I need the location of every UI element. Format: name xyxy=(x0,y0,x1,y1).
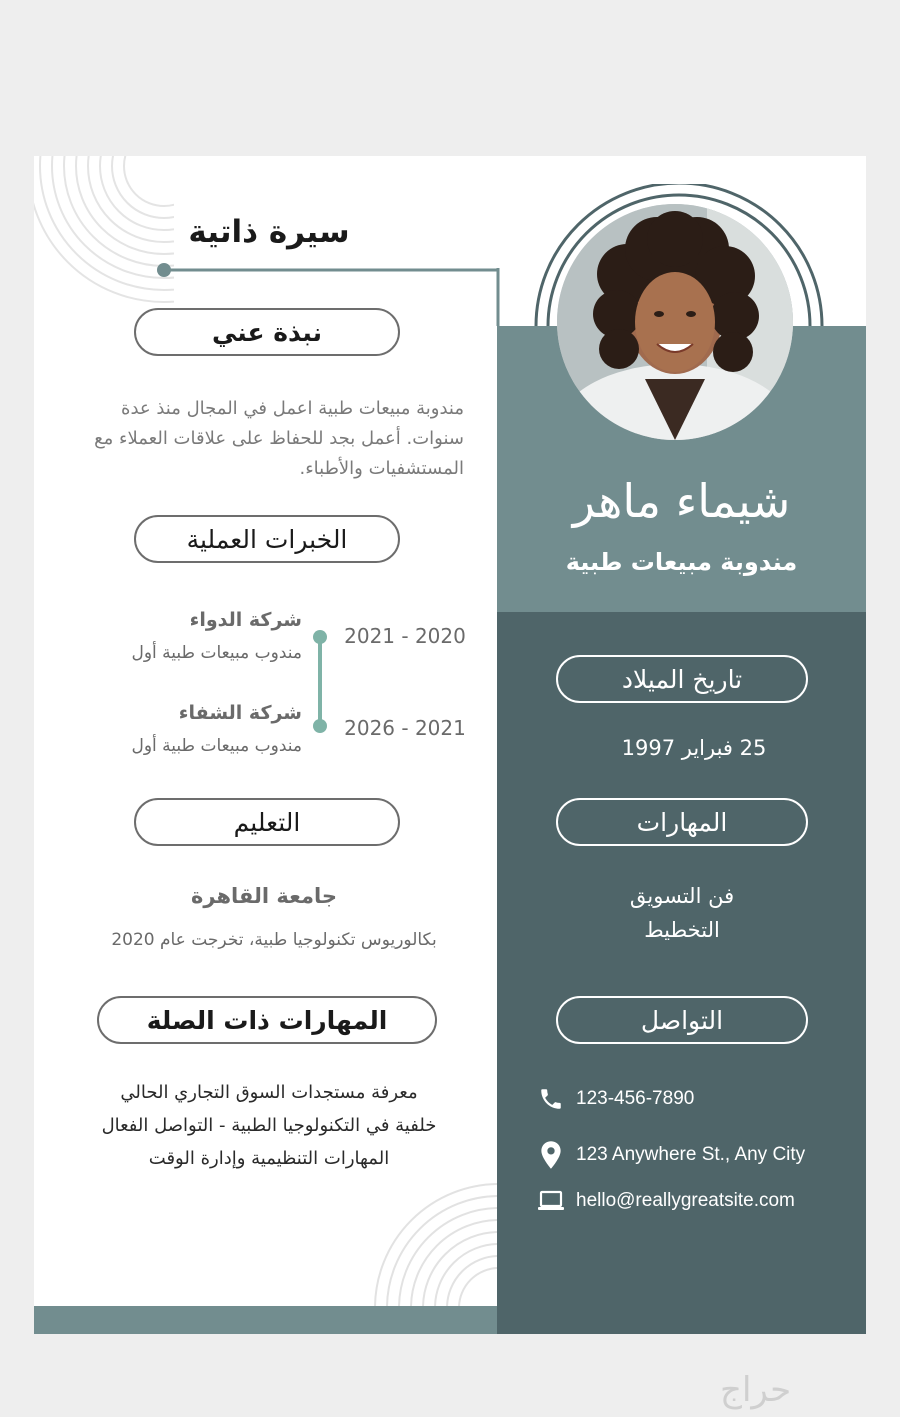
related-skill-item: المهارات التنظيمية وإدارة الوقت xyxy=(148,1148,390,1169)
resume-sheet xyxy=(34,156,866,1334)
timeline-dot xyxy=(313,630,327,644)
decorative-rings-bottom xyxy=(374,1180,497,1306)
contact-address-row xyxy=(534,1141,805,1169)
related-skill-item: خلفية في التكنولوجيا الطبية - التواصل الفعال xyxy=(101,1115,437,1136)
about-text: مندوبة مبيعات طبية اعمل في المجال منذ عدة سنوات. أعمل بجد للحفاظ على علاقات العملاء مع المستشفيات والأطباء. xyxy=(94,398,464,479)
experience-years: 2021 - 2020 xyxy=(344,624,466,648)
experience-years: 2026 - 2021 xyxy=(344,716,466,740)
experience-heading: الخبرات العملية xyxy=(134,515,400,563)
about-heading: نبذة عني xyxy=(134,308,400,356)
contact-address: 123 Anywhere St., Any City xyxy=(576,1144,806,1165)
related-skill-item: معرفة مستجدات السوق التجاري الحالي xyxy=(120,1082,418,1103)
contact-heading: التواصل xyxy=(556,996,808,1044)
contact-email-row xyxy=(534,1190,795,1212)
watermark-logo: حراج xyxy=(720,1370,792,1410)
birthdate-value: 25 فبراير 1997 xyxy=(621,736,767,760)
profile-name: شيماء ماهر xyxy=(572,474,791,528)
profile-photo xyxy=(557,204,793,440)
experience-company: شركة الدواء xyxy=(189,609,302,631)
phone-icon xyxy=(534,1086,568,1112)
experience-role: مندوب مبيعات طبية أول xyxy=(131,643,302,663)
page-title: سيرة ذاتية xyxy=(188,214,350,250)
contact-phone[interactable]: 123-456-7890 xyxy=(576,1088,695,1109)
education-degree: بكالوريوس تكنولوجيا طبية، تخرجت عام 2020 xyxy=(111,930,437,950)
birthdate-heading: تاريخ الميلاد xyxy=(556,655,808,703)
profile-role: مندوبة مبيعات طبية xyxy=(565,548,798,576)
location-pin-icon xyxy=(534,1141,568,1169)
experience-timeline xyxy=(318,636,322,728)
skill-item: التخطيط xyxy=(644,918,720,942)
contact-phone-row xyxy=(534,1086,694,1112)
education-school: جامعة القاهرة xyxy=(190,884,338,908)
experience-role: مندوب مبيعات طبية أول xyxy=(131,736,302,756)
timeline-dot xyxy=(313,719,327,733)
footer-bar xyxy=(34,1306,497,1334)
laptop-icon xyxy=(534,1190,568,1212)
experience-company: شركة الشفاء xyxy=(178,702,302,724)
contact-email[interactable]: hello@reallygreatsite.com xyxy=(576,1190,795,1211)
sidebar-bottom-panel xyxy=(497,612,866,1334)
related-skills-heading: المهارات ذات الصلة xyxy=(97,996,437,1044)
skill-item: فن التسويق xyxy=(629,884,735,908)
education-heading: التعليم xyxy=(134,798,400,846)
skills-heading: المهارات xyxy=(556,798,808,846)
